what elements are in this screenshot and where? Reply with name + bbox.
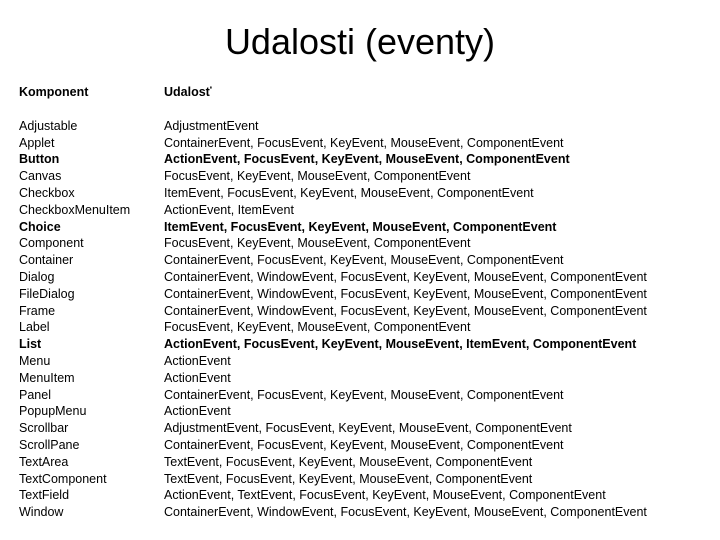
table-row bbox=[19, 269, 709, 286]
component-events: FocusEvent, KeyEvent, MouseEvent, ComponentEvent bbox=[164, 236, 471, 251]
table-row bbox=[19, 403, 709, 420]
component-events: AdjustmentEvent bbox=[164, 118, 259, 133]
component-events: FocusEvent, KeyEvent, MouseEvent, ComponentEvent bbox=[164, 320, 471, 335]
component-events: ContainerEvent, WindowEvent, FocusEvent, KeyEvent, MouseEvent, ComponentEvent bbox=[164, 303, 647, 318]
table-row bbox=[19, 420, 709, 437]
component-events: FocusEvent, KeyEvent, MouseEvent, ComponentEvent bbox=[164, 169, 471, 184]
table-row bbox=[19, 135, 709, 152]
component-events: TextEvent, FocusEvent, KeyEvent, MouseEvent, ComponentEvent bbox=[164, 454, 533, 469]
component-events: AdjustmentEvent, FocusEvent, KeyEvent, MouseEvent, ComponentEvent bbox=[164, 421, 572, 436]
component-events: ActionEvent bbox=[164, 370, 231, 385]
component-name: Frame bbox=[19, 303, 56, 318]
component-name: Scrollbar bbox=[19, 421, 69, 436]
component-name: Component bbox=[19, 236, 84, 251]
table-row bbox=[19, 336, 709, 353]
component-events: ItemEvent, FocusEvent, KeyEvent, MouseEvent, ComponentEvent bbox=[164, 219, 557, 234]
component-events: ActionEvent bbox=[164, 353, 231, 368]
component-name: TextField bbox=[19, 488, 70, 503]
table-row bbox=[19, 303, 709, 320]
component-name: Container bbox=[19, 253, 74, 268]
slide-title: Udalosti (eventy) bbox=[224, 21, 496, 62]
table-row bbox=[19, 487, 709, 504]
table-row bbox=[19, 202, 709, 219]
table-row bbox=[19, 471, 709, 488]
table-row bbox=[19, 168, 709, 185]
table-row bbox=[19, 370, 709, 387]
component-events: ActionEvent bbox=[164, 404, 231, 419]
header-component: Komponent bbox=[19, 85, 89, 99]
table-row bbox=[19, 319, 709, 336]
component-name: TextArea bbox=[19, 454, 69, 469]
component-events: ItemEvent, FocusEvent, KeyEvent, MouseEvent, ComponentEvent bbox=[164, 185, 534, 200]
table-header-row bbox=[19, 84, 709, 101]
table-row bbox=[19, 151, 709, 168]
component-events: ContainerEvent, WindowEvent, FocusEvent, KeyEvent, MouseEvent, ComponentEvent bbox=[164, 505, 647, 520]
component-name: PopupMenu bbox=[19, 404, 87, 419]
component-name: Adjustable bbox=[19, 118, 78, 133]
component-name: FileDialog bbox=[19, 286, 75, 301]
component-events: ActionEvent, FocusEvent, KeyEvent, MouseEvent, ItemEvent, ComponentEvent bbox=[164, 337, 637, 352]
header-event: Udalosť bbox=[164, 85, 212, 99]
table-row bbox=[19, 286, 709, 303]
component-name: Window bbox=[19, 505, 64, 520]
table-row bbox=[19, 185, 709, 202]
table-row bbox=[19, 235, 709, 252]
component-name: TextComponent bbox=[19, 471, 107, 486]
component-name: Menu bbox=[19, 353, 51, 368]
table-row bbox=[19, 252, 709, 269]
table-row bbox=[19, 219, 709, 236]
component-name: List bbox=[19, 337, 42, 352]
component-name: MenuItem bbox=[19, 370, 75, 385]
component-events: ContainerEvent, FocusEvent, KeyEvent, MouseEvent, ComponentEvent bbox=[164, 387, 564, 402]
component-events: ContainerEvent, WindowEvent, FocusEvent, KeyEvent, MouseEvent, ComponentEvent bbox=[164, 269, 647, 284]
component-name: Button bbox=[19, 152, 60, 167]
component-events: ActionEvent, TextEvent, FocusEvent, KeyEvent, MouseEvent, ComponentEvent bbox=[164, 488, 606, 503]
component-name: Applet bbox=[19, 135, 55, 150]
table-row bbox=[19, 504, 709, 521]
component-name: Canvas bbox=[19, 169, 62, 184]
table-body bbox=[19, 118, 709, 521]
component-events: ContainerEvent, FocusEvent, KeyEvent, MouseEvent, ComponentEvent bbox=[164, 135, 564, 150]
component-events: ActionEvent, FocusEvent, KeyEvent, MouseEvent, ComponentEvent bbox=[164, 152, 570, 167]
component-name: Panel bbox=[19, 387, 51, 402]
table-row bbox=[19, 437, 709, 454]
component-events: ContainerEvent, WindowEvent, FocusEvent, KeyEvent, MouseEvent, ComponentEvent bbox=[164, 286, 647, 301]
component-name: Checkbox bbox=[19, 185, 75, 200]
events-table bbox=[19, 84, 709, 521]
component-name: Label bbox=[19, 320, 50, 335]
component-name: Dialog bbox=[19, 269, 55, 284]
table-row bbox=[19, 387, 709, 404]
component-events: ActionEvent, ItemEvent bbox=[164, 202, 294, 217]
component-name: CheckboxMenuItem bbox=[19, 202, 131, 217]
table-row bbox=[19, 118, 709, 135]
component-events: TextEvent, FocusEvent, KeyEvent, MouseEvent, ComponentEvent bbox=[164, 471, 533, 486]
component-name: Choice bbox=[19, 219, 61, 234]
table-row bbox=[19, 353, 709, 370]
component-events: ContainerEvent, FocusEvent, KeyEvent, MouseEvent, ComponentEvent bbox=[164, 437, 564, 452]
component-name: ScrollPane bbox=[19, 437, 80, 452]
table-row bbox=[19, 454, 709, 471]
component-events: ContainerEvent, FocusEvent, KeyEvent, MouseEvent, ComponentEvent bbox=[164, 253, 564, 268]
